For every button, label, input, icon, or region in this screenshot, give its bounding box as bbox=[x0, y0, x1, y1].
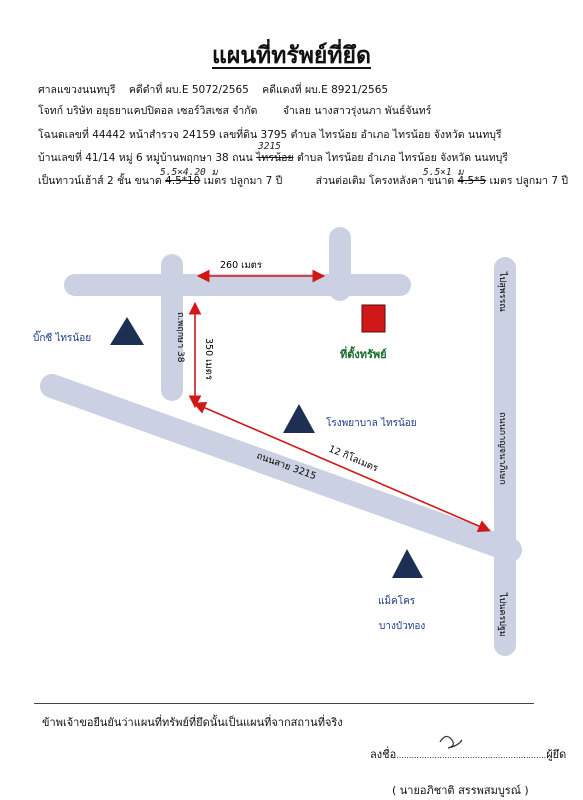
distance-260m-label: 260 เมตร bbox=[220, 260, 262, 271]
red-case: คดีแดงที่ ผบ.E 8921/2565 bbox=[262, 84, 389, 96]
black-case: คดีดำที่ ผบ.E 5072/2565 bbox=[128, 84, 249, 96]
defendant: จำเลย นางสาวรุ่งนภา พันธ์จันทร์ bbox=[282, 105, 432, 117]
address-struck: ไทรน้อย bbox=[256, 152, 294, 164]
address-prefix: บ้านเลขที่ 41/14 หมู่ 6 หมู่บ้านพฤกษา 38 ถนน bbox=[38, 152, 253, 164]
plaintiff: โจทก์ บริษัท อยุธยาแคปปิตอล เซอร์วิสเซส จำกัด bbox=[38, 105, 258, 117]
signer-name: ( นายอภิชาติ สรรพสมบูรณ์ ) bbox=[392, 784, 529, 797]
road-soi38-label: ถ.พฤกษา 38 bbox=[175, 312, 185, 363]
handwritten-house-size: 5.5×4.20 ม bbox=[160, 167, 218, 178]
makro-branch-label: บางบัวทอง bbox=[379, 621, 426, 632]
sign-dots: ........................................................... bbox=[396, 751, 547, 760]
distance-12km-label: 12 กิโลเมตร bbox=[326, 443, 380, 475]
certification-text: ข้าพเจ้าขอยืนยันว่าแผนที่ทรัพย์ที่ยึดนั้นเป็นแผนที่จากสถานที่จริง bbox=[42, 716, 343, 729]
sign-label: ลงชื่อ bbox=[370, 748, 397, 761]
house-prefix: เป็นทาวน์เฮ้าส์ 2 ชั้น ขนาด bbox=[38, 175, 162, 187]
court-name: ศาลแขวงนนทบุรี bbox=[38, 84, 116, 96]
handwritten-road: 3215 bbox=[258, 141, 281, 152]
road-nakhonpathom-label: ไปนครปฐม bbox=[497, 593, 507, 637]
bigc-label: บิ๊กซี ไทรน้อย bbox=[33, 333, 92, 344]
house-struck: 4.5*10 bbox=[165, 175, 201, 187]
page-title: แผนที่ทรัพย์ที่ยึด bbox=[212, 42, 371, 69]
distance-350m-label: 350 เมตร bbox=[203, 338, 214, 380]
handwritten-ext-size: 5.5×1 ม bbox=[423, 167, 464, 178]
ext-struck: 4.5*5 bbox=[457, 175, 487, 187]
deed-line: โฉนดเลขที่ 44442 หน้าสำรวจ 24159 เลขที่ดิน 3795 ตำบล ไทรน้อย อำเภอ ไทรน้อย จังหวัด นนทบุรี bbox=[38, 129, 502, 141]
sign-role: ผู้ยึด bbox=[546, 748, 567, 761]
house-suffix: เมตร ปลูกมา 7 ปี bbox=[203, 175, 283, 187]
road-suphan-label: ไปสุพรรณ bbox=[497, 272, 507, 312]
signature-mark bbox=[440, 736, 462, 748]
ext-suffix: เมตร ปลูกมา 7 ปี bbox=[489, 175, 569, 187]
makro-label: แม็คโคร bbox=[378, 596, 416, 607]
address-suffix: ตำบล ไทรน้อย อำเภอ ไทรน้อย จังหวัด นนทบุรี bbox=[296, 152, 508, 164]
road-kanchanaphisek-label: ถนนกาญจนาภิเษก bbox=[497, 412, 507, 485]
property-label: ที่ตั้งทรัพย์ bbox=[340, 348, 387, 361]
road-3215-label: ถนนสาย 3215 bbox=[254, 450, 318, 483]
hospital-label: โรงพยาบาล ไทรน้อย bbox=[326, 418, 417, 429]
ext-prefix: ส่วนต่อเติม โครงหลังคา ขนาด bbox=[315, 175, 455, 187]
